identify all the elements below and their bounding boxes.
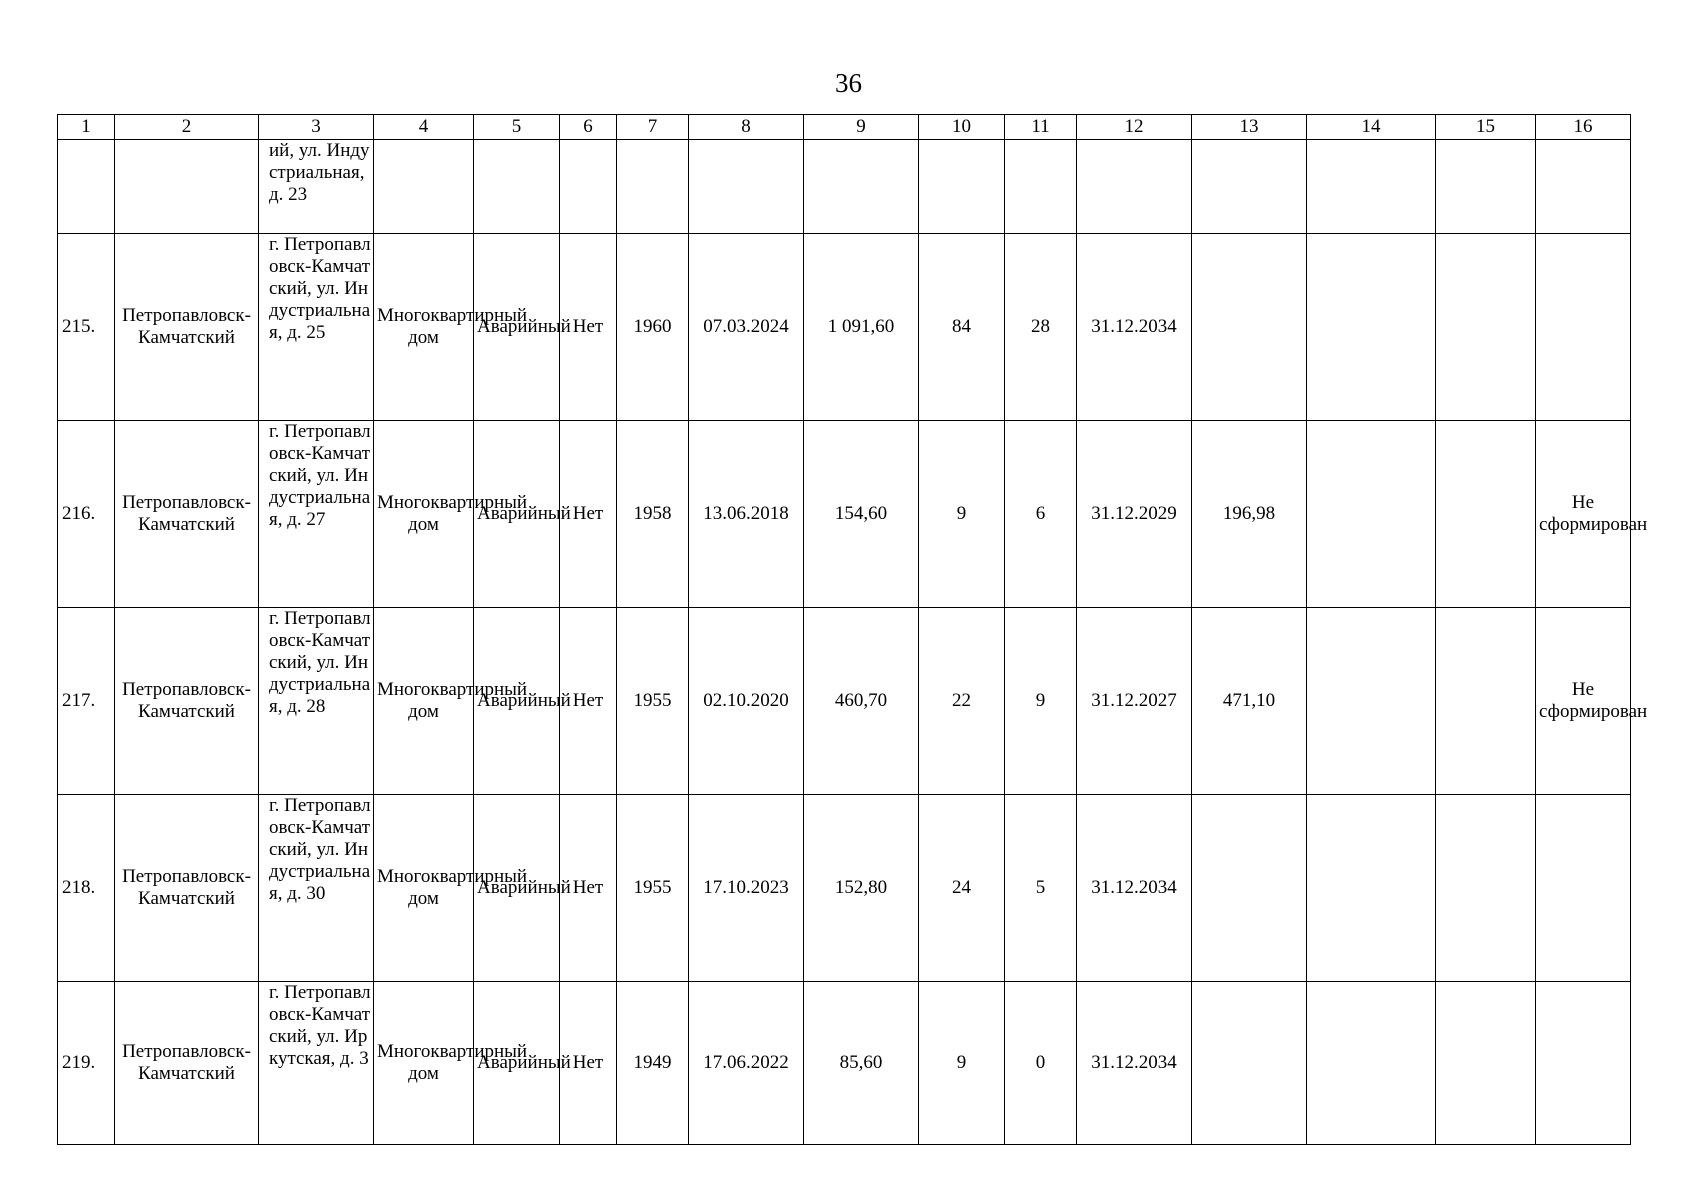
column-header: 4	[374, 115, 474, 140]
cell-year	[617, 140, 689, 234]
column-header: 12	[1077, 115, 1192, 140]
cell-date: 07.03.2024	[689, 234, 804, 421]
cell-col15	[1436, 140, 1536, 234]
cell-num: 215.	[58, 234, 115, 421]
column-header: 7	[617, 115, 689, 140]
cell-col16: Не сформирован	[1536, 608, 1631, 795]
cell-col6: Нет	[560, 234, 617, 421]
cell-state	[474, 140, 560, 234]
cell-residents: 9	[919, 421, 1005, 608]
cell-col16	[1536, 982, 1631, 1145]
cell-col14	[1307, 795, 1436, 982]
cell-col6: Нет	[560, 795, 617, 982]
cell-area: 154,60	[804, 421, 919, 608]
cell-col16	[1536, 140, 1631, 234]
cell-col15	[1436, 982, 1536, 1145]
cell-col13	[1192, 795, 1307, 982]
cell-city: Петропавловск-Камчатский	[115, 608, 259, 795]
cell-col11	[1005, 140, 1077, 234]
cell-col14	[1307, 234, 1436, 421]
page-number: 36	[835, 68, 862, 98]
cell-area: 85,60	[804, 982, 919, 1145]
column-number-header-row	[58, 115, 1631, 140]
column-header: 9	[804, 115, 919, 140]
cell-state: Аварийный	[474, 421, 560, 608]
cell-residents: 9	[919, 982, 1005, 1145]
cell-num: 216.	[58, 421, 115, 608]
column-header: 8	[689, 115, 804, 140]
cell-residents	[919, 140, 1005, 234]
cell-deadline: 31.12.2034	[1077, 795, 1192, 982]
cell-deadline: 31.12.2034	[1077, 982, 1192, 1145]
cell-date	[689, 140, 804, 234]
cell-col11: 9	[1005, 608, 1077, 795]
cell-col13	[1192, 982, 1307, 1145]
cell-col15	[1436, 421, 1536, 608]
cell-col14	[1307, 608, 1436, 795]
table-row	[58, 608, 1631, 795]
cell-residents: 84	[919, 234, 1005, 421]
cell-house-type	[374, 140, 474, 234]
housing-registry-table	[57, 114, 1648, 1145]
cell-year: 1955	[617, 795, 689, 982]
cell-date: 17.10.2023	[689, 795, 804, 982]
column-header: 5	[474, 115, 560, 140]
cell-col16	[1536, 234, 1631, 421]
column-header: 13	[1192, 115, 1307, 140]
cell-col16: Не сформирован	[1536, 421, 1631, 608]
cell-num	[58, 140, 115, 234]
cell-residents: 24	[919, 795, 1005, 982]
cell-col16	[1536, 795, 1631, 982]
cell-num: 218.	[58, 795, 115, 982]
cell-address: г. Петропавловск-Камчатский, ул. Индустриальная, д. 25	[259, 234, 374, 421]
cell-address: г. Петропавловск-Камчатский, ул. Индустриальная, д. 27	[259, 421, 374, 608]
cell-col13: 196,98	[1192, 421, 1307, 608]
cell-date: 13.06.2018	[689, 421, 804, 608]
cell-address: ий, ул. Индустриальная, д. 23	[259, 140, 374, 234]
table-row-continuation	[58, 140, 1631, 234]
cell-col11: 5	[1005, 795, 1077, 982]
cell-col13: 471,10	[1192, 608, 1307, 795]
cell-year: 1960	[617, 234, 689, 421]
cell-address: г. Петропавловск-Камчатский, ул. Индустриальная, д. 28	[259, 608, 374, 795]
column-header: 3	[259, 115, 374, 140]
cell-col11: 28	[1005, 234, 1077, 421]
column-header: 2	[115, 115, 259, 140]
cell-state: Аварийный	[474, 982, 560, 1145]
column-header: 6	[560, 115, 617, 140]
cell-house-type: Многоквартирный дом	[374, 234, 474, 421]
cell-address: г. Петропавловск-Камчатский, ул. Индустриальная, д. 30	[259, 795, 374, 982]
cell-col11: 0	[1005, 982, 1077, 1145]
cell-city: Петропавловск-Камчатский	[115, 421, 259, 608]
column-header: 11	[1005, 115, 1077, 140]
cell-deadline: 31.12.2034	[1077, 234, 1192, 421]
cell-num: 219.	[58, 982, 115, 1145]
cell-col11: 6	[1005, 421, 1077, 608]
cell-state: Аварийный	[474, 608, 560, 795]
table-row	[58, 421, 1631, 608]
cell-deadline: 31.12.2029	[1077, 421, 1192, 608]
cell-year: 1955	[617, 608, 689, 795]
cell-col15	[1436, 795, 1536, 982]
column-header: 10	[919, 115, 1005, 140]
cell-house-type: Многоквартирный дом	[374, 982, 474, 1145]
cell-date: 17.06.2022	[689, 982, 804, 1145]
cell-col6: Нет	[560, 982, 617, 1145]
cell-year: 1949	[617, 982, 689, 1145]
column-header: 15	[1436, 115, 1536, 140]
cell-residents: 22	[919, 608, 1005, 795]
cell-area: 1 091,60	[804, 234, 919, 421]
cell-city: Петропавловск-Камчатский	[115, 234, 259, 421]
cell-col14	[1307, 982, 1436, 1145]
cell-deadline	[1077, 140, 1192, 234]
cell-col14	[1307, 140, 1436, 234]
cell-col15	[1436, 608, 1536, 795]
cell-num: 217.	[58, 608, 115, 795]
column-header: 14	[1307, 115, 1436, 140]
cell-city: Петропавловск-Камчатский	[115, 982, 259, 1145]
cell-area: 460,70	[804, 608, 919, 795]
cell-col6	[560, 140, 617, 234]
cell-date: 02.10.2020	[689, 608, 804, 795]
table-row	[58, 795, 1631, 982]
cell-city: Петропавловск-Камчатский	[115, 795, 259, 982]
cell-state: Аварийный	[474, 795, 560, 982]
cell-col13	[1192, 140, 1307, 234]
cell-deadline: 31.12.2027	[1077, 608, 1192, 795]
cell-col6: Нет	[560, 421, 617, 608]
cell-col14	[1307, 421, 1436, 608]
cell-area	[804, 140, 919, 234]
table-row	[58, 234, 1631, 421]
column-header: 16	[1536, 115, 1631, 140]
cell-house-type: Многоквартирный дом	[374, 795, 474, 982]
cell-col15	[1436, 234, 1536, 421]
cell-year: 1958	[617, 421, 689, 608]
cell-house-type: Многоквартирный дом	[374, 608, 474, 795]
cell-city	[115, 140, 259, 234]
cell-address: г. Петропавловск-Камчатский, ул. Иркутская, д. 3	[259, 982, 374, 1145]
cell-col13	[1192, 234, 1307, 421]
table-row	[58, 982, 1631, 1145]
cell-col6: Нет	[560, 608, 617, 795]
cell-house-type: Многоквартирный дом	[374, 421, 474, 608]
cell-area: 152,80	[804, 795, 919, 982]
cell-state: Аварийный	[474, 234, 560, 421]
column-header: 1	[58, 115, 115, 140]
